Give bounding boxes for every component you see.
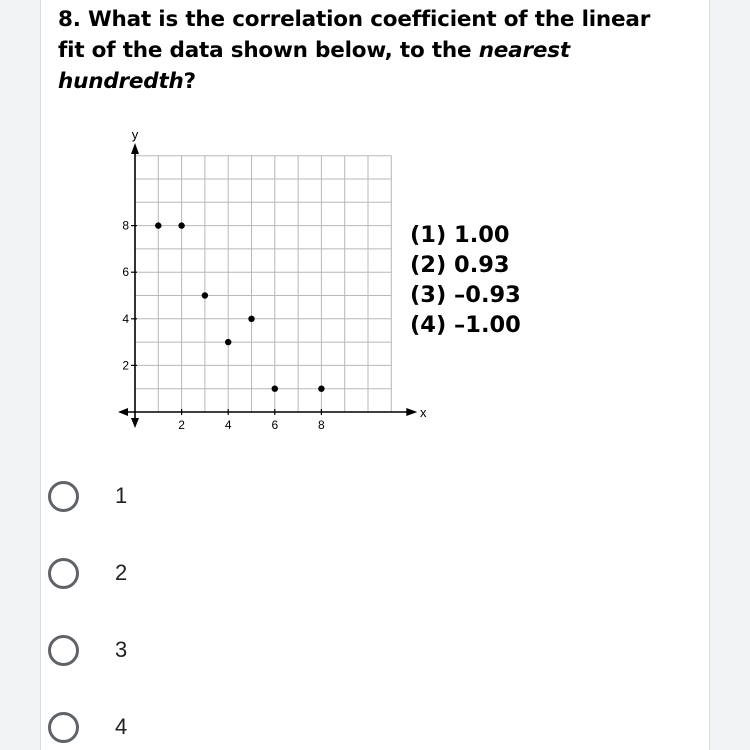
x-tick-label: 8 <box>318 418 325 432</box>
y-axis-arrow-down <box>131 418 139 428</box>
answer-choice-1: (1) 1.00 <box>410 222 510 248</box>
question-text-end: ? <box>183 69 196 94</box>
answer-choice-3: (3) –0.93 <box>410 282 521 308</box>
y-axis-label: y <box>131 127 139 142</box>
question-text <box>58 4 658 97</box>
x-tick-label: 4 <box>224 418 232 432</box>
radio-button-4[interactable] <box>48 712 79 743</box>
x-axis-label: x <box>420 405 427 420</box>
y-tick-label: 4 <box>122 311 129 326</box>
x-axis-arrow-right <box>406 408 417 416</box>
answer-choice-4: (4) –1.00 <box>410 312 521 338</box>
y-tick-label: 6 <box>122 265 129 280</box>
answer-choice-2: (2) 0.93 <box>410 252 510 278</box>
data-point <box>202 292 208 298</box>
data-point <box>318 386 324 392</box>
y-tick-label: 8 <box>122 218 129 233</box>
answer-choices <box>410 220 521 340</box>
option-4[interactable] <box>48 707 348 747</box>
data-point <box>155 222 161 228</box>
y-tick-label: 2 <box>122 358 129 373</box>
y-axis-arrow-up <box>131 143 139 154</box>
scatter-plot-svg <box>70 125 430 445</box>
x-tick-label: 6 <box>271 418 279 432</box>
x-tick-label: 2 <box>178 418 185 432</box>
option-label-2: 2 <box>115 560 128 585</box>
question-text-emphasis: nearest hundredth <box>58 38 570 94</box>
option-label-4: 4 <box>115 714 128 739</box>
radio-button-3[interactable] <box>48 635 79 666</box>
radio-button-2[interactable] <box>48 558 79 589</box>
radio-button-1[interactable] <box>48 481 79 512</box>
scatter-plot <box>70 125 430 450</box>
option-3[interactable] <box>48 630 348 670</box>
data-point <box>272 386 278 392</box>
question-text-main: 8. What is the correlation coefficient of the linear fit of the data shown below, to the <box>58 7 651 63</box>
x-axis-arrow-left <box>118 408 128 416</box>
option-label-1: 1 <box>115 483 128 508</box>
option-1[interactable] <box>48 476 348 516</box>
option-label-3: 3 <box>115 637 128 662</box>
data-point <box>225 339 231 345</box>
data-point <box>178 222 184 228</box>
option-2[interactable] <box>48 553 348 593</box>
data-point <box>248 316 254 322</box>
